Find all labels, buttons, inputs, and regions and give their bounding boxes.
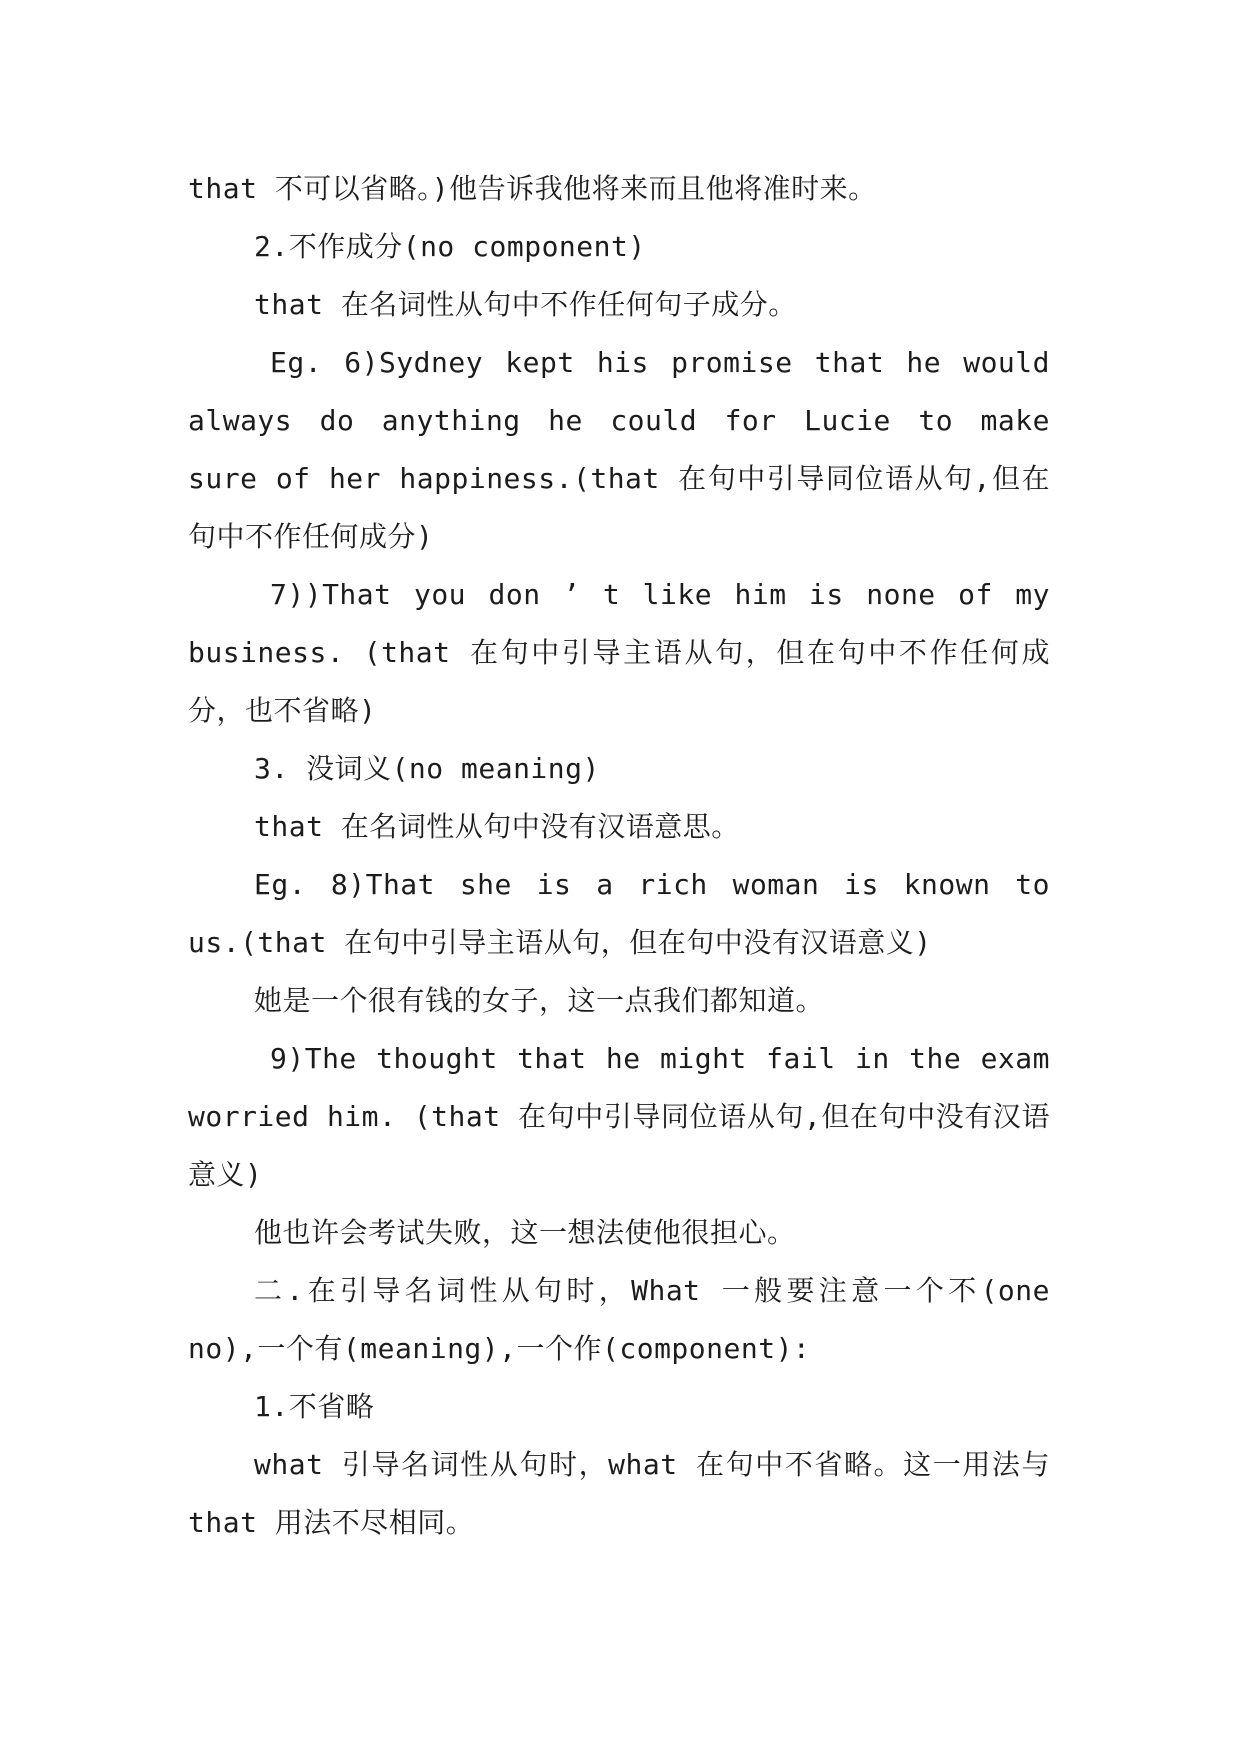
paragraph-that-no-meaning: that 在名词性从句中没有汉语意思。 [254, 810, 740, 843]
translation-8: 她是一个很有钱的女子，这一点我们都知道。 [254, 984, 825, 1017]
example-7: 7))That you don ’ t like him is none of my business. (that 在句中引导主语从句，但在句中不作任何成分，也不省略) [188, 578, 1050, 727]
paragraph-that-no-component: that 在名词性从句中不作任何句子成分。 [254, 288, 797, 321]
translation-9: 他也许会考试失败，这一想法使他很担心。 [254, 1216, 796, 1249]
document-body [188, 160, 1050, 1552]
heading-not-omitted: 1.不省略 [254, 1390, 375, 1423]
example-8: Eg. 8)That she is a rich woman is known to us.(that 在句中引导主语从句，但在句中没有汉语意义) [188, 868, 1050, 959]
heading-no-meaning: 3. 没词义(no meaning) [254, 752, 600, 785]
section-two-heading: 二.在引导名词性从句时，What 一般要注意一个不(one no),一个有(meaning),一个作(component): [188, 1274, 1050, 1365]
paragraph-that-not-omitted: that 不可以省略。)他告诉我他将来而且他将准时来。 [188, 172, 877, 205]
example-9: 9)The thought that he might fail in the exam worried him. (that 在句中引导同位语从句,但在句中没有汉语意义) [188, 1042, 1050, 1191]
example-6: Eg. 6)Sydney kept his promise that he would always do anything he could for Lucie to make sure of her happiness.(that 在句中引导同位语从句,但在句中不作任何成分) [188, 346, 1050, 553]
paragraph-what-not-omitted: what 引导名词性从句时，what 在句中不省略。这一用法与 that 用法不尽相同。 [188, 1448, 1050, 1539]
heading-no-component: 2.不作成分(no component) [254, 230, 646, 263]
